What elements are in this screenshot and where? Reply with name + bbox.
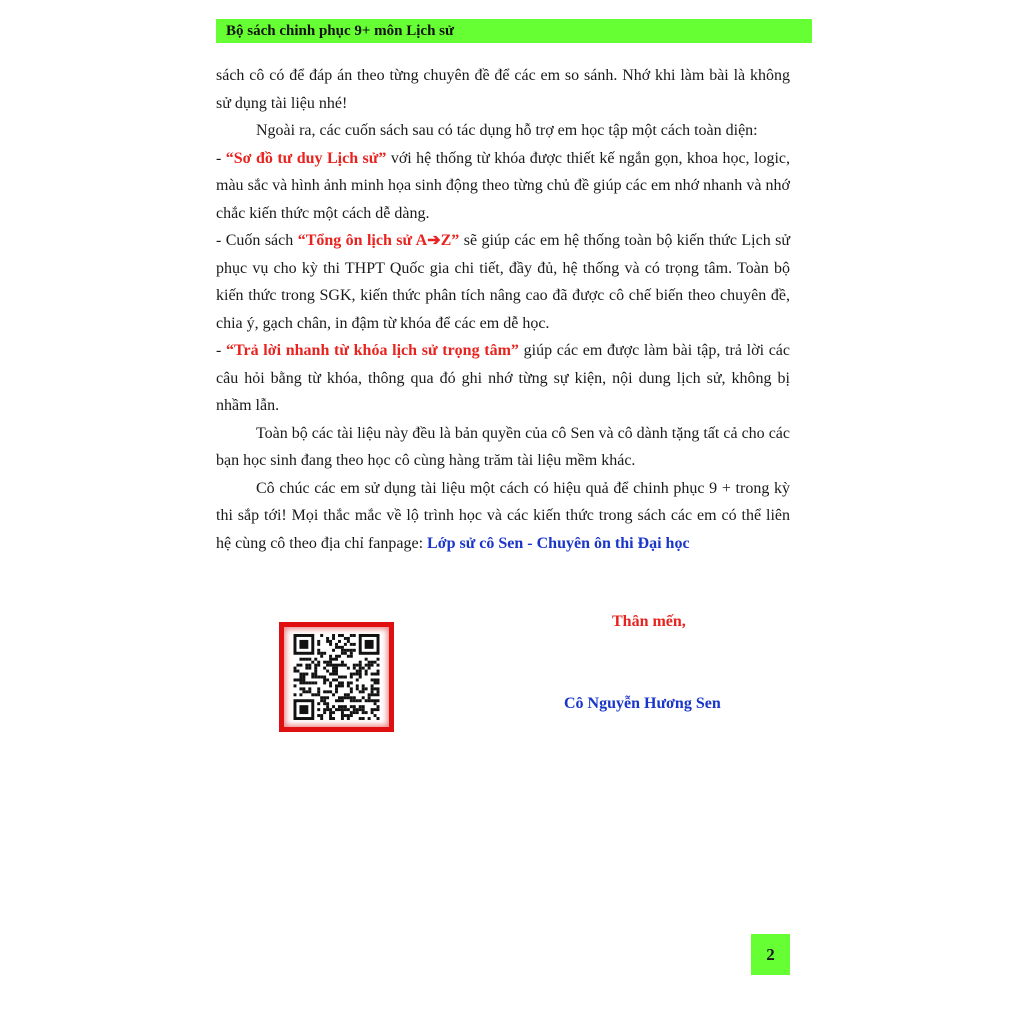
paragraph-4 <box>216 475 790 558</box>
list-item-mind-map <box>216 145 790 228</box>
list-lead: - Cuốn sách <box>216 232 298 249</box>
list-item-text: sẽ giúp các em hệ thống toàn bộ kiến thức Lịch sử phục vụ cho kỳ thi THPT Quốc gia chi tiết, đầy đủ, hệ thống và có trọng tâm. Toàn bộ kiến thức trong SGK, kiến thức phân tích nâng cao đã được cô chế biến theo chuyên đề, chia ý, gạch chân, in đậm từ khóa để các em dễ học. <box>216 232 791 332</box>
running-header <box>216 19 812 43</box>
paragraph-4-text: Cô chúc các em sử dụng tài liệu một cách có hiệu quả để chinh phục 9 + trong kỳ thi sắp tới! Mọi thắc mắc về lộ trình học và các kiến thức trong sách các em có thể liên hệ cùng cô theo địa chỉ fanpage: <box>216 479 790 552</box>
page-body <box>216 62 790 557</box>
paragraph-2: Ngoài ra, các cuốn sách sau có tác dụng hỗ trợ em học tập một cách toàn diện: <box>256 122 758 139</box>
list-item-quick-answers <box>216 337 790 420</box>
fanpage-link[interactable]: Lớp sử cô Sen - Chuyên ôn thi Đại học <box>427 534 690 552</box>
book-title-review-a-z: “Tổng ôn lịch sử A➔Z” <box>297 232 460 249</box>
list-item-review-a-z <box>216 227 790 337</box>
page-number: 2 <box>751 934 790 975</box>
closing-text: Thân mến, <box>612 613 686 630</box>
book-title-mind-map: “Sơ đồ tư duy Lịch sử” <box>225 149 387 167</box>
paragraph-1: sách cô có để đáp án theo từng chuyên đề để các em so sánh. Nhớ khi làm bài là không sử dụng tài liệu nhé! <box>216 67 790 112</box>
header-title: Bộ sách chinh phục 9+ môn Lịch sử <box>226 23 455 39</box>
list-dash: - <box>216 149 226 167</box>
qr-code-icon[interactable] <box>293 634 380 720</box>
author-name: Cô Nguyễn Hương Sen <box>564 695 721 712</box>
paragraph-3: Toàn bộ các tài liệu này đều là bản quyền của cô Sen và cô dành tặng tất cả cho các bạn học sinh đang theo học cô cùng hàng trăm tài liệu mềm khác. <box>216 424 790 469</box>
list-dash: - <box>216 342 227 359</box>
book-title-quick-answers: “Trả lời nhanh từ khóa lịch sử trọng tâm” <box>226 342 519 359</box>
list-item-text: giúp các em được làm bài tập, trả lời các câu hỏi bằng từ khóa, thông qua đó ghi nhớ từng sự kiện, nội dung lịch sử, không bị nhầm lẫn. <box>216 342 791 414</box>
list-item-text: với hệ thống từ khóa được thiết kế ngắn gọn, khoa học, logic, màu sắc và hình ảnh minh họa sinh động theo từng chủ đề giúp các em nhớ nhanh và nhớ chắc kiến thức một cách dễ dàng. <box>216 149 790 222</box>
qr-code-frame <box>279 622 394 732</box>
